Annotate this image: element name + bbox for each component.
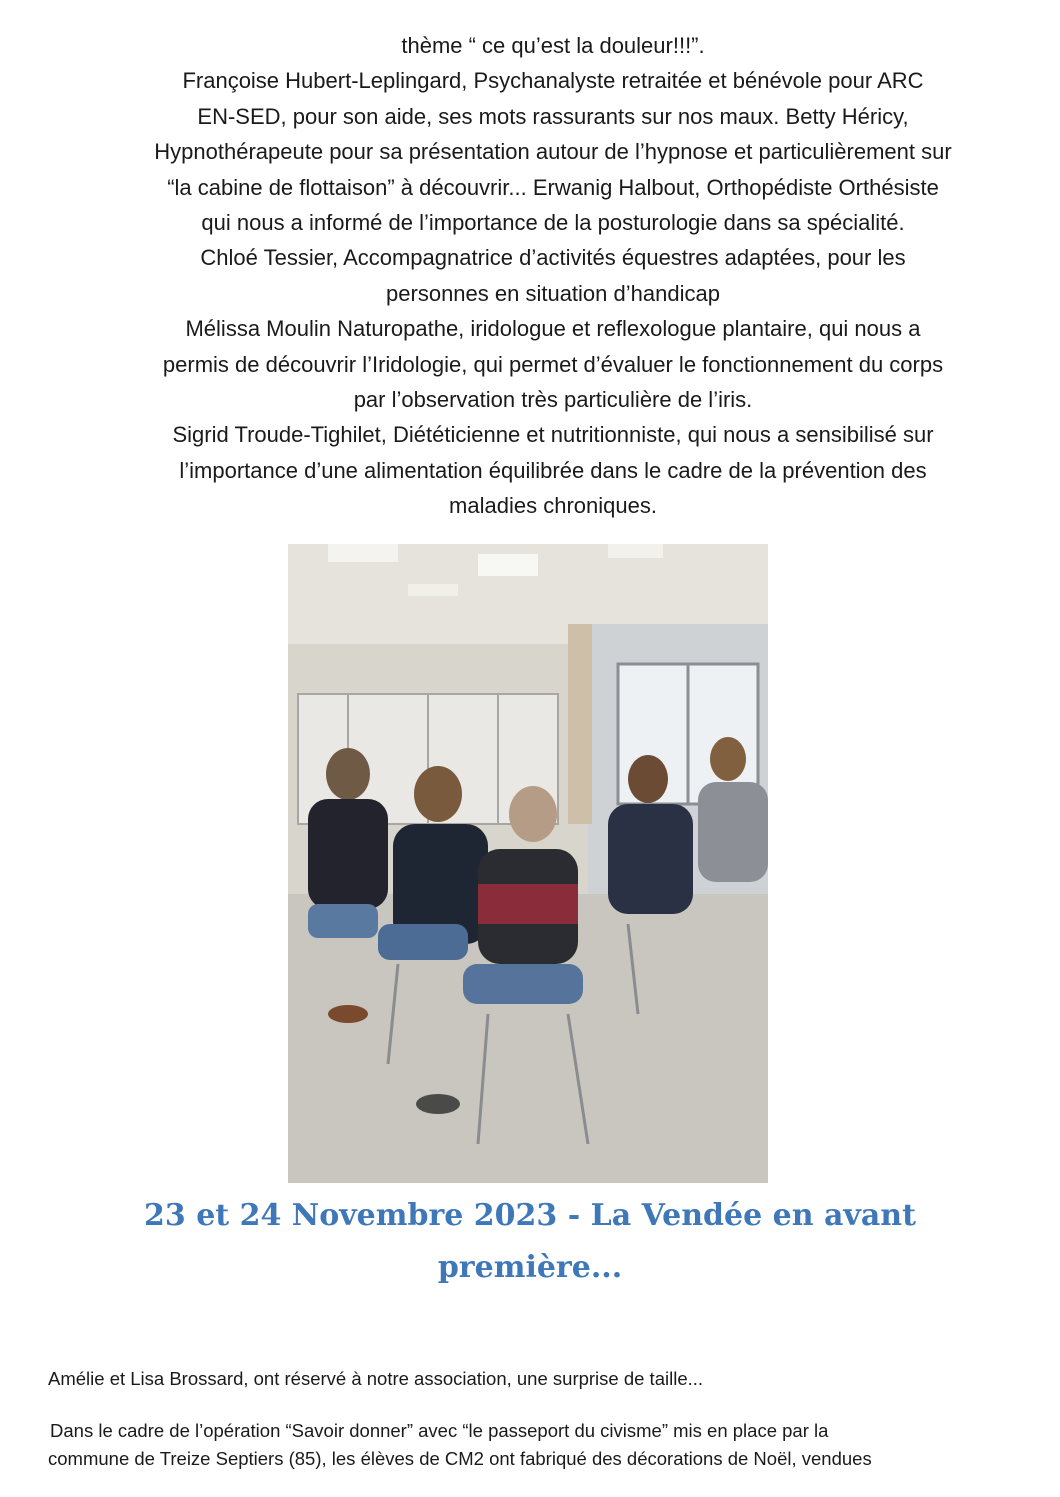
section-heading (60, 1190, 1000, 1294)
body-text-line: Dans le cadre de l’opération “Savoir donner” avec “le passeport du civisme” mis en place par la (50, 1420, 829, 1441)
intro-paragraph (60, 28, 1046, 524)
intro-line: Sigrid Troude-Tighilet, Diététicienne et nutritionniste, qui nous a sensibilisé sur (172, 422, 934, 448)
intro-line: Françoise Hubert-Leplingard, Psychanalyste retraitée et bénévole pour ARC (182, 68, 924, 94)
intro-line: “la cabine de flottaison” à découvrir... Erwanig Halbout, Orthopédiste Orthésiste (167, 174, 939, 200)
intro-line: Chloé Tessier, Accompagnatrice d’activités équestres adaptées, pour les (200, 245, 906, 271)
intro-line: qui nous a informé de l’importance de la posturologie dans sa spécialité. (201, 210, 905, 236)
intro-line: maladies chroniques. (449, 493, 657, 519)
intro-line: par l’observation très particulière de l’iris. (353, 387, 753, 413)
intro-line: Mélissa Moulin Naturopathe, iridologue et reflexologue plantaire, qui nous a (185, 316, 921, 342)
intro-line: EN-SED, pour son aide, ses mots rassurants sur nos maux. Betty Héricy, (197, 103, 909, 129)
intro-line: personnes en situation d’handicap (386, 280, 720, 306)
intro-line: l’importance d’une alimentation équilibrée dans le cadre de la prévention des (179, 457, 927, 483)
intro-line: thème “ ce qu’est la douleur!!!”. (401, 33, 705, 58)
intro-line: Hypnothérapeute pour sa présentation autour de l’hypnose et particulièrement sur (154, 139, 952, 165)
body-text-line: Amélie et Lisa Brossard, ont réservé à notre association, une surprise de taille... (48, 1368, 704, 1389)
body-text-line: commune de Treize Septiers (85), les élèves de CM2 ont fabriqué des décorations de Noël, vendues (48, 1448, 872, 1469)
section-heading-line2: première... (437, 1250, 623, 1285)
event-photo-illustration (288, 544, 768, 1183)
event-photo (288, 544, 768, 1183)
section-heading-line1: 23 et 24 Novembre 2023 - La Vendée en avant (144, 1198, 916, 1233)
intro-line: permis de découvrir l’Iridologie, qui permet d’évaluer le fonctionnement du corps (162, 351, 944, 377)
